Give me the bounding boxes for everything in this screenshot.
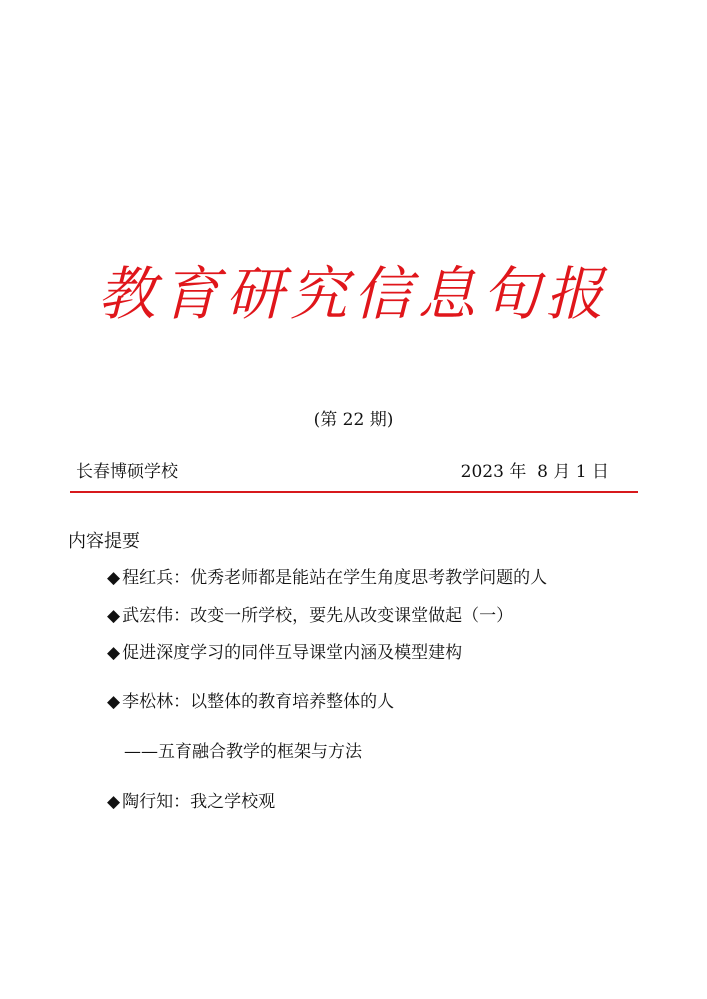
masthead-title: 教育研究信息旬报	[97, 260, 610, 328]
diamond-bullet-icon: ◆	[107, 606, 121, 626]
toc-item	[107, 691, 394, 713]
toc-item-text: 陶行知：我之学校观	[122, 792, 276, 812]
toc-item	[107, 605, 513, 627]
toc-item-text: 李松林：以整体的教育培养整体的人	[122, 692, 395, 712]
toc-item	[107, 791, 275, 813]
toc-item-text: ——五育融合教学的框架与方法	[124, 742, 362, 762]
publication-date: 2023 年 8 月 1 日	[460, 462, 609, 482]
diamond-bullet-icon: ◆	[107, 568, 121, 588]
toc-item-text: 程红兵：优秀老师都是能站在学生角度思考教学问题的人	[122, 568, 548, 588]
diamond-bullet-icon: ◆	[107, 643, 121, 663]
diamond-bullet-icon: ◆	[107, 792, 121, 812]
diamond-bullet-icon: ◆	[107, 692, 121, 712]
toc-item-text: 促进深度学习的同伴互导课堂内涵及模型建构	[122, 643, 463, 663]
issue-number: (第 22 期)	[313, 410, 394, 430]
toc-item-subtitle	[124, 741, 362, 763]
toc-item	[107, 642, 462, 664]
header-divider	[70, 491, 638, 493]
toc-item	[107, 567, 547, 589]
toc-heading: 内容提要	[68, 531, 140, 552]
school-name: 长春博硕学校	[76, 462, 178, 482]
toc-item-text: 武宏伟：改变一所学校，要先从改变课堂做起（一）	[122, 606, 514, 626]
